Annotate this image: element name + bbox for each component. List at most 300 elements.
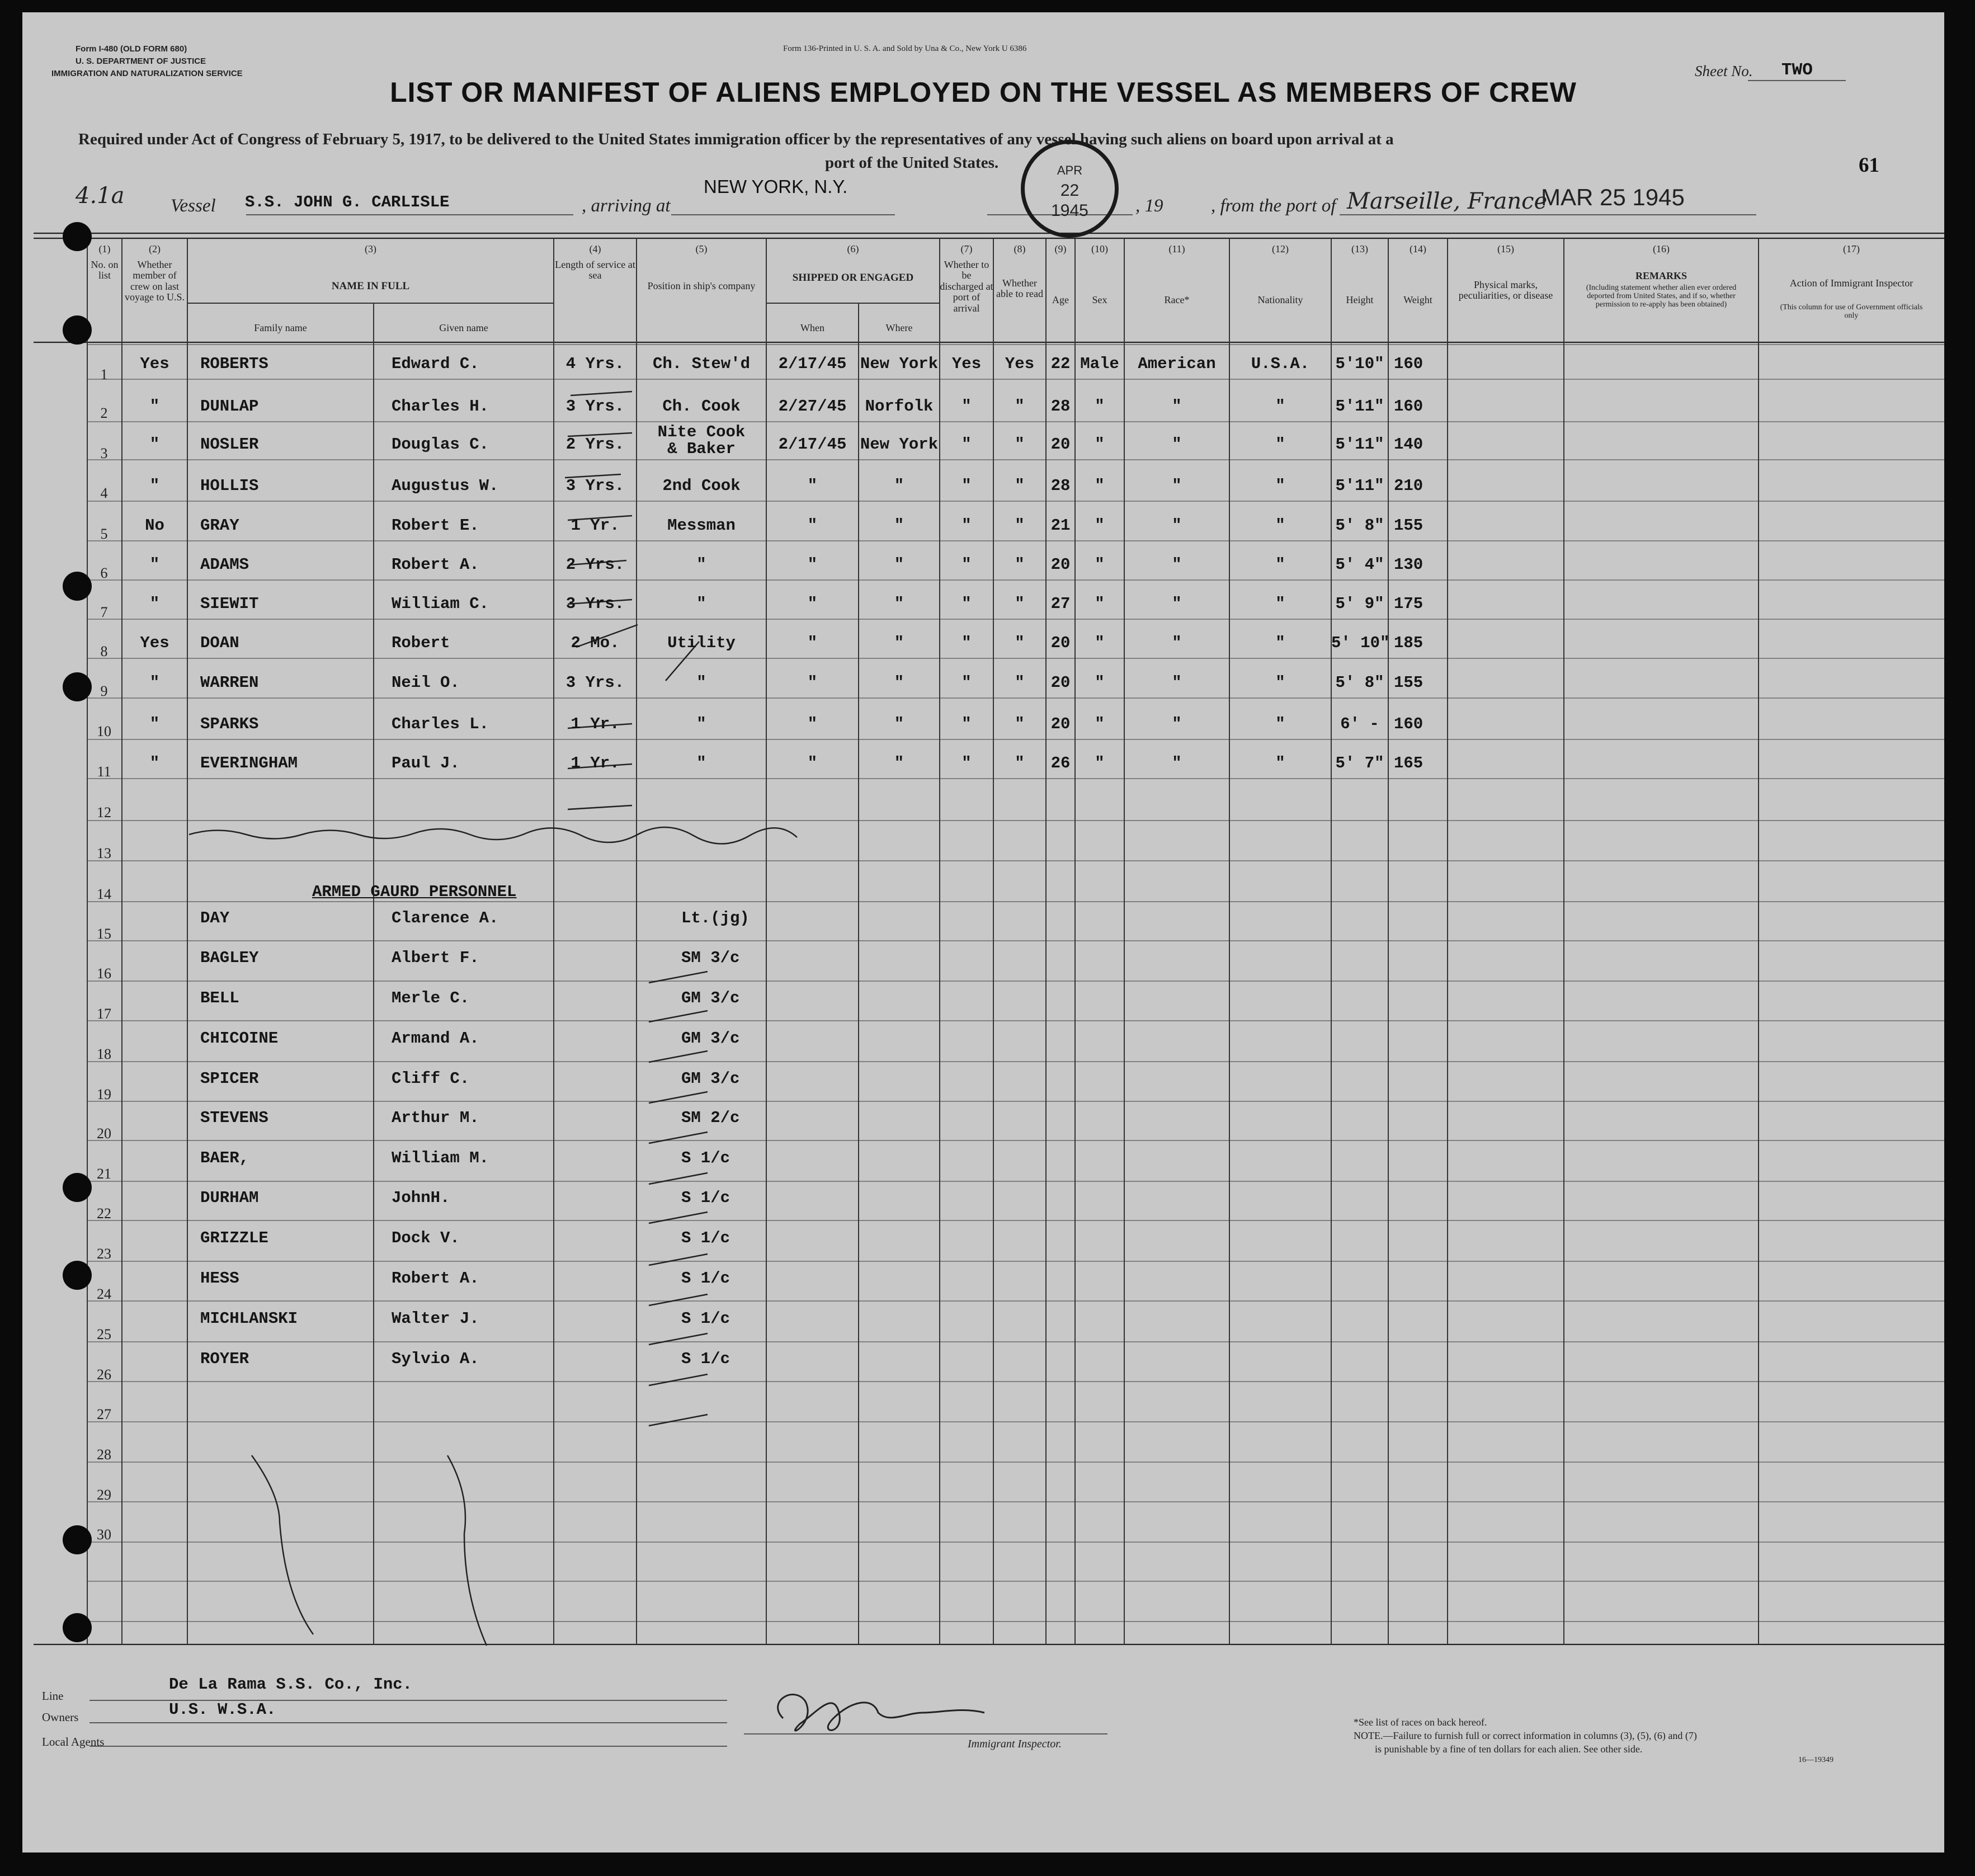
cell-sex: Male — [1080, 355, 1119, 373]
cell-position: " — [696, 673, 706, 692]
cell-when: " — [807, 595, 818, 613]
cell-height: 5' 7" — [1335, 754, 1384, 772]
cell-nationality: " — [1275, 595, 1285, 613]
line-value: De La Rama S.S. Co., Inc. — [169, 1675, 413, 1694]
cell-where: " — [894, 595, 904, 613]
cell-position: S 1/c — [681, 1349, 730, 1368]
col-7-label: Whether to be discharged at port of arrival — [940, 259, 993, 314]
cell-position: GM 3/c — [681, 1029, 740, 1048]
col-8-label: Whether able to read — [996, 277, 1043, 300]
cell-read: " — [1015, 595, 1025, 613]
cell-height: 5' 8" — [1335, 516, 1384, 535]
row-number: 20 — [97, 1125, 111, 1142]
cell-given: JohnH. — [392, 1189, 450, 1207]
footer-rules — [22, 12, 1944, 1853]
cell-given: Arthur M. — [392, 1109, 479, 1127]
cell-position: Utility — [667, 634, 736, 652]
cell-family: DOAN — [200, 634, 239, 652]
owners-value: U.S. W.S.A. — [169, 1700, 276, 1719]
departure-port: Marseille, France — [1347, 188, 1548, 214]
col-9-label: Age — [1052, 294, 1069, 305]
col-16-note: (Including statement whether alien ever ordered deported from United States, and if so, whether permission to re-apply has been obtained) — [1586, 284, 1737, 309]
immigration-stamp: APR 22 1945 — [1021, 140, 1119, 238]
cell-race: " — [1172, 397, 1182, 416]
col-17-label: Action of Immigrant Inspector — [1789, 277, 1913, 289]
col-2-number: (2) — [149, 243, 161, 254]
cell-service: 4 Yrs. — [565, 355, 625, 373]
cell-weight: 160 — [1394, 397, 1423, 416]
cell-where: " — [894, 754, 904, 772]
cell-position: Ch. Stew'd — [652, 355, 751, 373]
row-number: 7 — [100, 604, 108, 620]
cell-read: " — [1015, 754, 1025, 772]
cell-race: " — [1172, 435, 1182, 454]
cell-service: 3 Yrs. — [565, 397, 625, 416]
cell-where: " — [894, 516, 904, 535]
cell-height: 5'11" — [1335, 435, 1384, 454]
row-number: 29 — [97, 1486, 111, 1503]
col-given-name: Given name — [439, 322, 488, 333]
cell-position: Ch. Cook — [662, 397, 741, 416]
cell-read: " — [1015, 477, 1025, 495]
handwritten-mark: 4.1a — [76, 183, 125, 209]
col-12-number: (12) — [1272, 243, 1289, 254]
cell-service: 2 Mo. — [571, 634, 620, 652]
cell-position: S 1/c — [681, 1189, 730, 1207]
form-number: Form I-480 (OLD FORM 680) — [76, 44, 187, 54]
cell-discharged: " — [961, 754, 972, 772]
col-17-note: (This column for use of Government officials only — [1780, 303, 1923, 320]
cell-last: " — [149, 673, 160, 692]
cell-age: 20 — [1050, 634, 1071, 652]
cell-last: " — [149, 555, 160, 574]
row-number: 28 — [97, 1446, 111, 1463]
cell-race: " — [1172, 595, 1182, 613]
cell-family: EVERINGHAM — [200, 754, 298, 772]
cell-nationality: " — [1275, 715, 1285, 733]
cell-discharged: " — [961, 397, 972, 416]
row-number: 25 — [97, 1326, 111, 1342]
cell-given: Paul J. — [392, 754, 460, 772]
cell-sex: " — [1095, 477, 1105, 495]
col-14-label: Weight — [1403, 294, 1432, 305]
cell-weight: 160 — [1394, 355, 1423, 373]
cell-nationality: " — [1275, 477, 1285, 495]
cell-given: Armand A. — [392, 1029, 479, 1048]
cell-family: STEVENS — [200, 1109, 268, 1127]
service: IMMIGRATION AND NATURALIZATION SERVICE — [51, 69, 243, 78]
cell-sex: " — [1095, 397, 1105, 416]
cell-given: Robert A. — [392, 555, 479, 574]
cell-where: " — [894, 673, 904, 692]
cell-last: " — [149, 397, 160, 416]
cell-discharged: " — [961, 516, 972, 535]
cell-given: Albert F. — [392, 949, 479, 967]
cell-weight: 130 — [1394, 555, 1423, 574]
subtitle-line-1: Required under Act of Congress of February 5, 1917, to be delivered to the United States immigration officer by the representatives of any vessel having such aliens on board upon arrival at a — [78, 130, 1394, 148]
cell-when: " — [807, 477, 818, 495]
row-number: 10 — [97, 723, 111, 739]
cell-position: S 1/c — [681, 1148, 730, 1167]
cell-given: Robert A. — [392, 1269, 479, 1288]
cell-position: " — [696, 715, 706, 733]
row-number: 2 — [100, 405, 108, 421]
footnote-races: *See list of races on back hereof. — [1354, 1717, 1487, 1728]
cell-weight: 160 — [1394, 715, 1423, 733]
row-number: 9 — [100, 682, 108, 699]
col-17-number: (17) — [1843, 243, 1860, 254]
col-4-number: (4) — [589, 243, 601, 254]
printer-note: Form 136-Printed in U. S. A. and Sold by Una & Co., New York U 6386 — [783, 44, 1027, 53]
cell-nationality: " — [1275, 555, 1285, 574]
cell-family: HESS — [200, 1269, 239, 1288]
cell-nationality: U.S.A. — [1251, 355, 1310, 373]
col-4-label: Length of service at sea — [555, 259, 635, 281]
cell-service: 3 Yrs. — [565, 595, 625, 613]
col-1-label: No. on list — [91, 259, 119, 281]
page-number: 61 — [1859, 154, 1879, 177]
cell-family: DURHAM — [200, 1189, 259, 1207]
cell-given: Clarence A. — [392, 909, 499, 927]
cell-discharged: " — [961, 555, 972, 574]
row-number: 22 — [97, 1205, 111, 1222]
cell-sex: " — [1095, 673, 1105, 692]
cell-position: " — [696, 555, 706, 574]
row-number: 4 — [100, 485, 108, 501]
col-6-label: SHIPPED OR ENGAGED — [792, 272, 914, 284]
row-number: 30 — [97, 1526, 111, 1543]
row-number: 12 — [97, 804, 111, 821]
cell-family: NOSLER — [200, 435, 259, 454]
cell-position: 2nd Cook — [662, 477, 741, 495]
cell-family: ROBERTS — [200, 355, 268, 373]
cell-given: Edward C. — [392, 355, 479, 373]
cell-last: " — [149, 595, 160, 613]
cell-service: 3 Yrs. — [565, 477, 625, 495]
cell-read: " — [1015, 435, 1025, 454]
cell-discharged: " — [961, 673, 972, 692]
col-family-name: Family name — [254, 322, 307, 333]
cell-height: 5' 8" — [1335, 673, 1384, 692]
cell-when: " — [807, 634, 818, 652]
cell-family: ROYER — [200, 1349, 249, 1368]
cell-read: " — [1015, 634, 1025, 652]
cell-service: 2 Yrs. — [565, 435, 625, 454]
cell-discharged: " — [961, 715, 972, 733]
cell-read: " — [1015, 673, 1025, 692]
row-number: 15 — [97, 926, 111, 942]
cell-age: 20 — [1050, 555, 1071, 574]
col-16-label: REMARKS — [1635, 270, 1687, 281]
row-number: 1 — [100, 366, 108, 383]
row-number: 16 — [97, 965, 111, 982]
cell-age: 22 — [1050, 355, 1071, 373]
cell-height: 6' - — [1340, 715, 1379, 733]
cell-discharged: " — [961, 435, 972, 454]
cell-service: 2 Yrs. — [565, 555, 625, 574]
cell-nationality: " — [1275, 634, 1285, 652]
print-code: 16—19349 — [1798, 1756, 1833, 1764]
from-port-label: , from the port of — [1211, 196, 1336, 216]
cell-when: " — [807, 754, 818, 772]
cell-given: Augustus W. — [392, 477, 499, 495]
cell-family: HOLLIS — [200, 477, 259, 495]
cell-age: 28 — [1050, 477, 1071, 495]
cell-sex: " — [1095, 595, 1105, 613]
cell-given: Dock V. — [392, 1228, 460, 1247]
cell-age: 20 — [1050, 715, 1071, 733]
col-9-number: (9) — [1054, 243, 1067, 254]
cell-discharged: Yes — [951, 355, 982, 373]
col-15-label: Physical marks, peculiarities, or disease — [1458, 279, 1553, 301]
row-number: 14 — [97, 885, 111, 902]
cell-race: " — [1172, 555, 1182, 574]
col-10-number: (10) — [1091, 243, 1108, 254]
cell-when: " — [807, 555, 818, 574]
cell-weight: 155 — [1394, 516, 1423, 535]
cell-read: " — [1015, 715, 1025, 733]
row-number: 6 — [100, 565, 108, 581]
owners-label: Owners — [42, 1710, 79, 1724]
cell-given: Robert E. — [392, 516, 479, 535]
cell-where: New York — [860, 355, 939, 373]
col-5-number: (5) — [695, 243, 708, 254]
cell-discharged: " — [961, 477, 972, 495]
col-10-label: Sex — [1092, 294, 1107, 305]
cell-read: Yes — [1005, 355, 1035, 373]
cell-nationality: " — [1275, 397, 1285, 416]
col-12-label: Nationality — [1257, 294, 1303, 305]
cell-nationality: " — [1275, 516, 1285, 535]
cell-given: William C. — [392, 595, 489, 613]
cell-family: BAER, — [200, 1148, 249, 1167]
vessel-label: Vessel — [171, 196, 216, 216]
cell-race: " — [1172, 477, 1182, 495]
cell-where: New York — [860, 435, 939, 454]
cell-height: 5' 4" — [1335, 555, 1384, 574]
cell-read: " — [1015, 555, 1025, 574]
inspector-label: Immigrant Inspector. — [968, 1738, 1062, 1750]
cell-position: Lt.(jg) — [681, 909, 750, 927]
cell-when: " — [807, 516, 818, 535]
cell-sex: " — [1095, 715, 1105, 733]
cell-height: 5' 10" — [1331, 634, 1390, 652]
section-heading: ARMED GAURD PERSONNEL — [312, 883, 517, 901]
agents-label: Local Agents — [42, 1735, 105, 1748]
cell-position: GM 3/c — [681, 988, 740, 1007]
cell-age: 20 — [1050, 673, 1071, 692]
cell-weight: 210 — [1394, 477, 1423, 495]
col-8-number: (8) — [1014, 243, 1026, 254]
cell-service: 3 Yrs. — [565, 673, 625, 692]
cell-race: " — [1172, 516, 1182, 535]
manifest-page — [22, 12, 1944, 1853]
cell-discharged: " — [961, 595, 972, 613]
col-shipped-when: When — [800, 322, 824, 333]
cell-family: BAGLEY — [200, 949, 259, 967]
cell-sex: " — [1095, 555, 1105, 574]
cell-age: 26 — [1050, 754, 1071, 772]
sheet-number: TWO — [1781, 60, 1813, 80]
col-7-number: (7) — [960, 243, 973, 254]
cell-race: " — [1172, 715, 1182, 733]
cell-family: CHICOINE — [200, 1029, 279, 1048]
row-number: 19 — [97, 1086, 111, 1102]
subtitle-line-2: port of the United States. — [825, 154, 999, 172]
col-3-number: (3) — [365, 243, 376, 254]
row-number: 5 — [100, 525, 108, 542]
cell-nationality: " — [1275, 435, 1285, 454]
col-16-number: (16) — [1653, 243, 1670, 254]
cell-position: SM 2/c — [681, 1109, 740, 1127]
cell-position: Messman — [667, 516, 736, 535]
cell-given: Neil O. — [392, 673, 460, 692]
cell-where: " — [894, 477, 904, 495]
cell-service: 1 Yr. — [571, 715, 620, 733]
cell-family: GRAY — [200, 516, 239, 535]
year-label: , 19 — [1135, 196, 1163, 216]
row-number: 26 — [97, 1366, 111, 1383]
col-13-number: (13) — [1351, 243, 1368, 254]
cell-where: Norfolk — [865, 397, 934, 416]
cell-family: GRIZZLE — [200, 1228, 268, 1247]
cell-last: " — [149, 715, 160, 733]
cell-where: " — [894, 634, 904, 652]
col-14-number: (14) — [1410, 243, 1426, 254]
cell-race: American — [1138, 355, 1216, 373]
col-11-label: Race* — [1164, 294, 1190, 305]
cell-family: SIEWIT — [200, 595, 259, 613]
cell-race: " — [1172, 754, 1182, 772]
cell-last: Yes — [140, 355, 169, 373]
col-11-number: (11) — [1168, 243, 1185, 254]
cell-last: " — [149, 435, 160, 454]
cell-family: MICHLANSKI — [200, 1309, 298, 1328]
cell-family: DAY — [200, 909, 230, 927]
cell-read: " — [1015, 397, 1025, 416]
col-shipped-where: Where — [885, 322, 913, 333]
cell-service: 1 Yr. — [571, 754, 620, 772]
cell-age: 21 — [1050, 516, 1071, 535]
cell-sex: " — [1095, 516, 1105, 535]
row-number: 3 — [100, 445, 108, 461]
cell-nationality: " — [1275, 754, 1285, 772]
cell-given: William M. — [392, 1148, 489, 1167]
cell-family: ADAMS — [200, 555, 249, 574]
sheet-label: Sheet No. — [1695, 63, 1753, 79]
cell-read: " — [1015, 516, 1025, 535]
col-5-label: Position in ship's company — [647, 280, 756, 291]
col-3-label: NAME IN FULL — [331, 280, 410, 292]
cell-last: " — [149, 754, 160, 772]
cell-family: DUNLAP — [200, 397, 259, 416]
cell-position: SM 3/c — [681, 949, 740, 967]
cell-position: Nite Cook — [657, 423, 746, 441]
row-number: 21 — [97, 1165, 111, 1182]
cell-height: 5' 9" — [1335, 595, 1384, 613]
col-6-number: (6) — [847, 243, 859, 254]
cell-when: 2/17/45 — [778, 355, 847, 373]
cell-discharged: " — [961, 634, 972, 652]
footnote-line-2: is punishable by a fine of ten dollars for each alien. See other side. — [1375, 1743, 1643, 1755]
date-stamp: MAR 25 1945 — [1541, 184, 1685, 210]
cell-position: " — [696, 754, 706, 772]
cell-given: Douglas C. — [392, 435, 489, 454]
line-label: Line — [42, 1689, 64, 1703]
col-13-label: Height — [1346, 294, 1374, 305]
cell-height: 5'11" — [1335, 397, 1384, 416]
cell-given: Charles L. — [392, 715, 489, 733]
cell-nationality: " — [1275, 673, 1285, 692]
cell-when: 2/27/45 — [778, 397, 847, 416]
row-number: 13 — [97, 845, 111, 861]
col-1-number: (1) — [98, 243, 111, 254]
cell-sex: " — [1095, 435, 1105, 454]
cell-given: Merle C. — [392, 988, 470, 1007]
cell-last: Yes — [140, 634, 169, 652]
cell-family: BELL — [200, 988, 239, 1007]
cell-last: " — [149, 477, 160, 495]
cell-position: " — [696, 595, 706, 613]
cell-position: GM 3/c — [681, 1069, 740, 1088]
cell-race: " — [1172, 673, 1182, 692]
cell-when: " — [807, 715, 818, 733]
footnote-line-1: NOTE.—Failure to furnish full or correct information in columns (3), (5), (6) and (7) — [1354, 1730, 1697, 1741]
cell-age: 20 — [1050, 435, 1071, 454]
row-number: 8 — [100, 643, 108, 659]
row-number: 18 — [97, 1045, 111, 1062]
cell-position: S 1/c — [681, 1309, 730, 1328]
cell-position: S 1/c — [681, 1228, 730, 1247]
cell-height: 5'10" — [1335, 355, 1384, 373]
row-number: 27 — [97, 1406, 111, 1422]
row-number: 17 — [97, 1005, 111, 1022]
row-number: 24 — [97, 1285, 111, 1302]
cell-weight: 165 — [1394, 754, 1423, 772]
cell-service: 1 Yr. — [571, 516, 620, 535]
cell-when: 2/17/45 — [778, 435, 847, 454]
cell-given: Robert — [392, 634, 450, 652]
vessel-name: S.S. JOHN G. CARLISLE — [245, 193, 450, 211]
cell-last: No — [145, 516, 164, 535]
cell-family: SPARKS — [200, 715, 259, 733]
cell-sex: " — [1095, 754, 1105, 772]
cell-where: " — [894, 715, 904, 733]
arrival-port: NEW YORK, N.Y. — [704, 176, 848, 197]
cell-age: 27 — [1050, 595, 1071, 613]
cell-weight: 175 — [1394, 595, 1423, 613]
cell-family: SPICER — [200, 1069, 259, 1088]
cell-height: 5'11" — [1335, 477, 1384, 495]
cell-when: " — [807, 673, 818, 692]
arriving-label: , arriving at — [582, 196, 671, 216]
cell-position: & Baker — [667, 440, 736, 458]
cell-given: Charles H. — [392, 397, 489, 416]
cell-weight: 155 — [1394, 673, 1423, 692]
cell-age: 28 — [1050, 397, 1071, 416]
cell-given: Cliff C. — [392, 1069, 470, 1088]
col-2-label: Whether member of crew on last voyage to U.S. — [125, 259, 185, 303]
department: U. S. DEPARTMENT OF JUSTICE — [76, 56, 206, 66]
cell-family: WARREN — [200, 673, 259, 692]
page-title: LIST OR MANIFEST OF ALIENS EMPLOYED ON THE VESSEL AS MEMBERS OF CREW — [390, 77, 1577, 108]
cell-given: Sylvio A. — [392, 1349, 479, 1368]
cell-weight: 185 — [1394, 634, 1423, 652]
row-number: 23 — [97, 1245, 111, 1262]
cell-sex: " — [1095, 634, 1105, 652]
cell-weight: 140 — [1394, 435, 1423, 454]
cell-position: S 1/c — [681, 1269, 730, 1288]
